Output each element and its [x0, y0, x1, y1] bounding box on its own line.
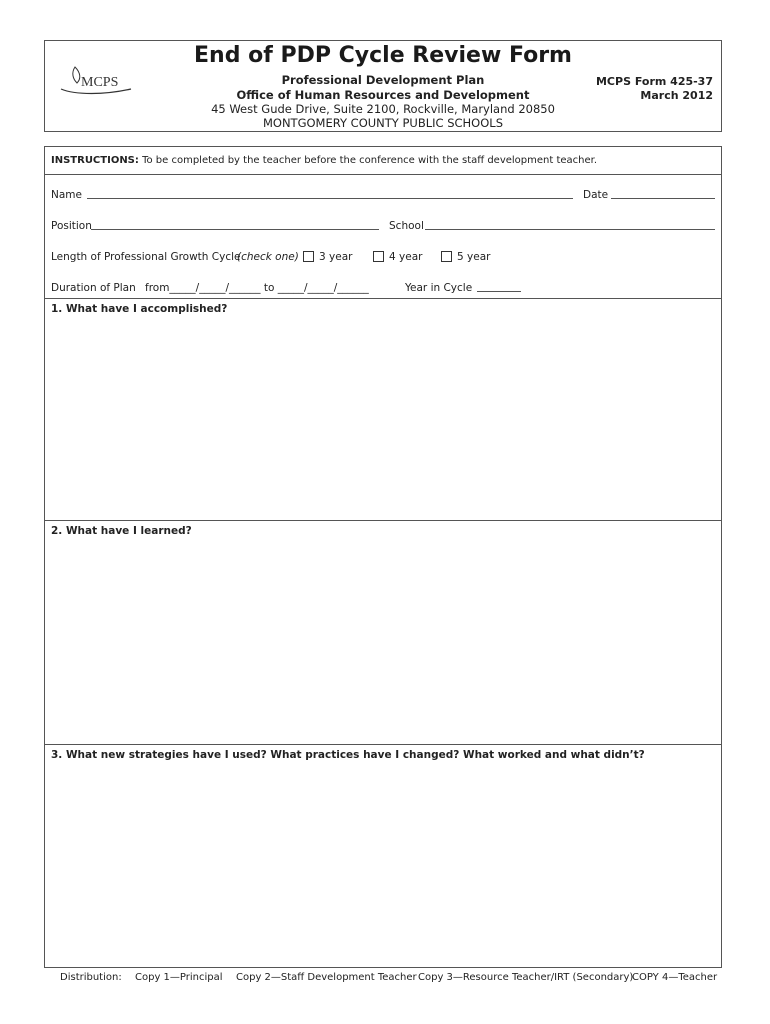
form-body	[44, 146, 722, 968]
school-field[interactable]	[425, 229, 715, 230]
instructions	[45, 147, 721, 175]
cycle-5-year-label: 5 year	[457, 251, 491, 263]
form-number: MCPS Form 425-37	[595, 75, 713, 88]
name-field[interactable]	[87, 198, 573, 199]
cycle-5-year-checkbox[interactable]	[441, 251, 452, 262]
instructions-label: INSTRUCTIONS:	[51, 155, 139, 166]
district-name: MONTGOMERY COUNTY PUBLIC SCHOOLS	[262, 116, 503, 130]
duration-label: Duration of Plan	[51, 282, 136, 294]
position-field[interactable]	[91, 229, 379, 230]
form-title: End of PDP Cycle Review Form	[194, 43, 572, 68]
distribution-label: Distribution:	[60, 972, 122, 983]
distribution-copy-3: Copy 3—Resource Teacher/IRT (Secondary)	[418, 972, 634, 983]
position-label: Position	[51, 220, 92, 232]
section-learned-label: 2. What have I learned?	[51, 525, 192, 537]
cycle-3-year-label: 3 year	[319, 251, 353, 263]
instructions-text: To be completed by the teacher before the conference with the staff development teacher.	[142, 155, 598, 166]
date-field[interactable]	[611, 198, 715, 199]
name-label: Name	[51, 189, 82, 201]
year-in-cycle-field[interactable]	[477, 291, 521, 292]
section-accomplished-label: 1. What have I accomplished?	[51, 303, 228, 315]
form-header	[44, 40, 722, 132]
distribution-copy-2: Copy 2—Staff Development Teacher	[236, 972, 417, 983]
form-date: March 2012	[640, 89, 713, 102]
section-strategies[interactable]	[45, 744, 721, 968]
cycle-3-year-checkbox[interactable]	[303, 251, 314, 262]
duration-dates-field[interactable]: from_____/_____/______ to _____/_____/______	[145, 282, 369, 294]
form-subtitle-plan: Professional Development Plan	[281, 73, 485, 87]
distribution-copy-4: COPY 4—Teacher	[632, 972, 718, 983]
cycle-hint: (check one)	[237, 251, 299, 263]
form-subtitle-office: Office of Human Resources and Development	[236, 88, 530, 102]
section-learned[interactable]	[45, 520, 721, 745]
form-number-block	[596, 75, 713, 103]
date-label: Date	[583, 189, 609, 201]
office-address: 45 West Gude Drive, Suite 2100, Rockville, Maryland 20850	[211, 102, 555, 116]
cycle-row	[51, 249, 715, 265]
school-label: School	[389, 220, 424, 232]
cycle-label: Length of Professional Growth Cycle	[51, 251, 241, 263]
year-in-cycle-label: Year in Cycle	[405, 282, 473, 294]
logo-text: MCPS	[81, 75, 119, 90]
position-school-row	[51, 218, 715, 234]
duration-row	[51, 280, 715, 296]
cycle-4-year-checkbox[interactable]	[373, 251, 384, 262]
name-date-row	[51, 187, 715, 203]
section-strategies-label: 3. What new strategies have I used? What practices have I changed? What worked and what didn’t?	[51, 749, 645, 761]
distribution-copy-1: Copy 1—Principal	[135, 972, 223, 983]
cycle-4-year-label: 4 year	[389, 251, 423, 263]
section-accomplished[interactable]	[45, 298, 721, 521]
